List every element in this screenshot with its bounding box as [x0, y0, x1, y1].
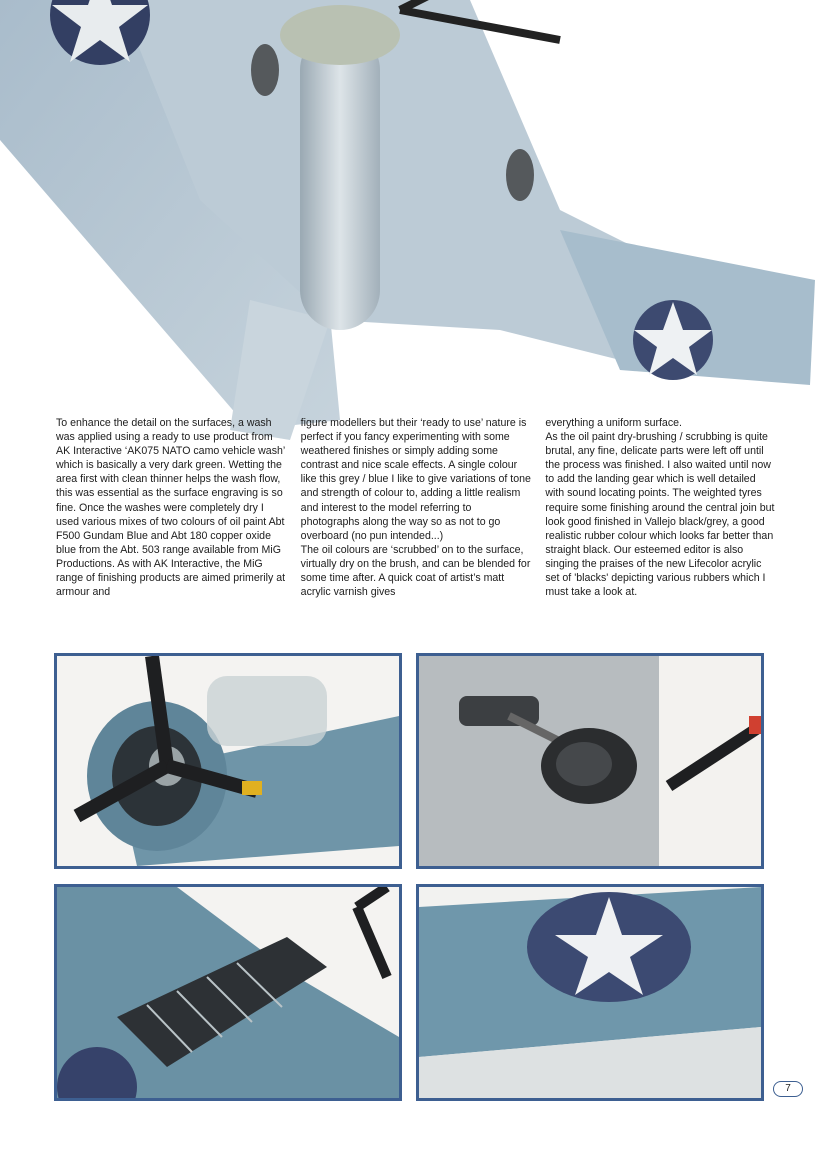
hero-photo-aircraft-underside — [0, 0, 818, 460]
article-column-3 — [545, 416, 776, 599]
article-column-2 — [301, 416, 532, 599]
paragraph: As the oil paint dry-brushing / scrubbing is quite brutal, any fine, delicate parts were left off until the process was finished. I also waited until now to add the landing gear which is well detailed with sound locating points. The weighted tyres require some finishing around the central join but look good finished in Vallejo black/grey, a good realistic rubber colour which looks far better than straight black. Our esteemed editor is also singing the praises of the new Lifecolor acrylic set of 'blacks' depicting various rubbers which I must take a look at. — [545, 431, 775, 599]
photo-wing-roundel — [416, 884, 764, 1101]
photo-engine-propeller — [54, 653, 402, 869]
article-column-1 — [56, 416, 287, 599]
paragraph: everything a uniform surface. — [545, 417, 682, 429]
article-body — [56, 416, 776, 599]
paragraph: To enhance the detail on the surfaces, a wash was applied using a ready to use product from AK Interactive ‘AK075 NATO camo vehicle wash’ which is basically a very dark green. Wetting the area first with clean thinner helps the wash flow, this was essential as the surface engraving is so fine. Once the washes were completely dry I used various mixes of two colours of oil paint Abt F500 Gundam Blue and Abt 180 copper oxide blue from the Abt. 503 range available from MiG Productions. As with AK Interactive, the MiG range of finishing products are aimed primerily at armour and — [56, 417, 286, 599]
paragraph: figure modellers but their ‘ready to use’ nature is perfect if you fancy experimenting with some weathered finishes or simply adding some contrast and nice scale effects. A single colour like this grey / blue I like to give variations of tone and strength of colour to, adding a little realism and interest to the model referring to photographs along the way so as not to go overboard (no pun intended...) — [300, 417, 531, 542]
paragraph: The oil colours are ‘scrubbed’ on to the surface, virtually dry on the brush, and can be blended for some time after. A quick coat of artist’s matt acrylic varnish gives — [300, 543, 531, 599]
page-number: 7 — [773, 1081, 803, 1097]
photo-canopy-top — [54, 884, 402, 1101]
photo-landing-gear — [416, 653, 764, 869]
